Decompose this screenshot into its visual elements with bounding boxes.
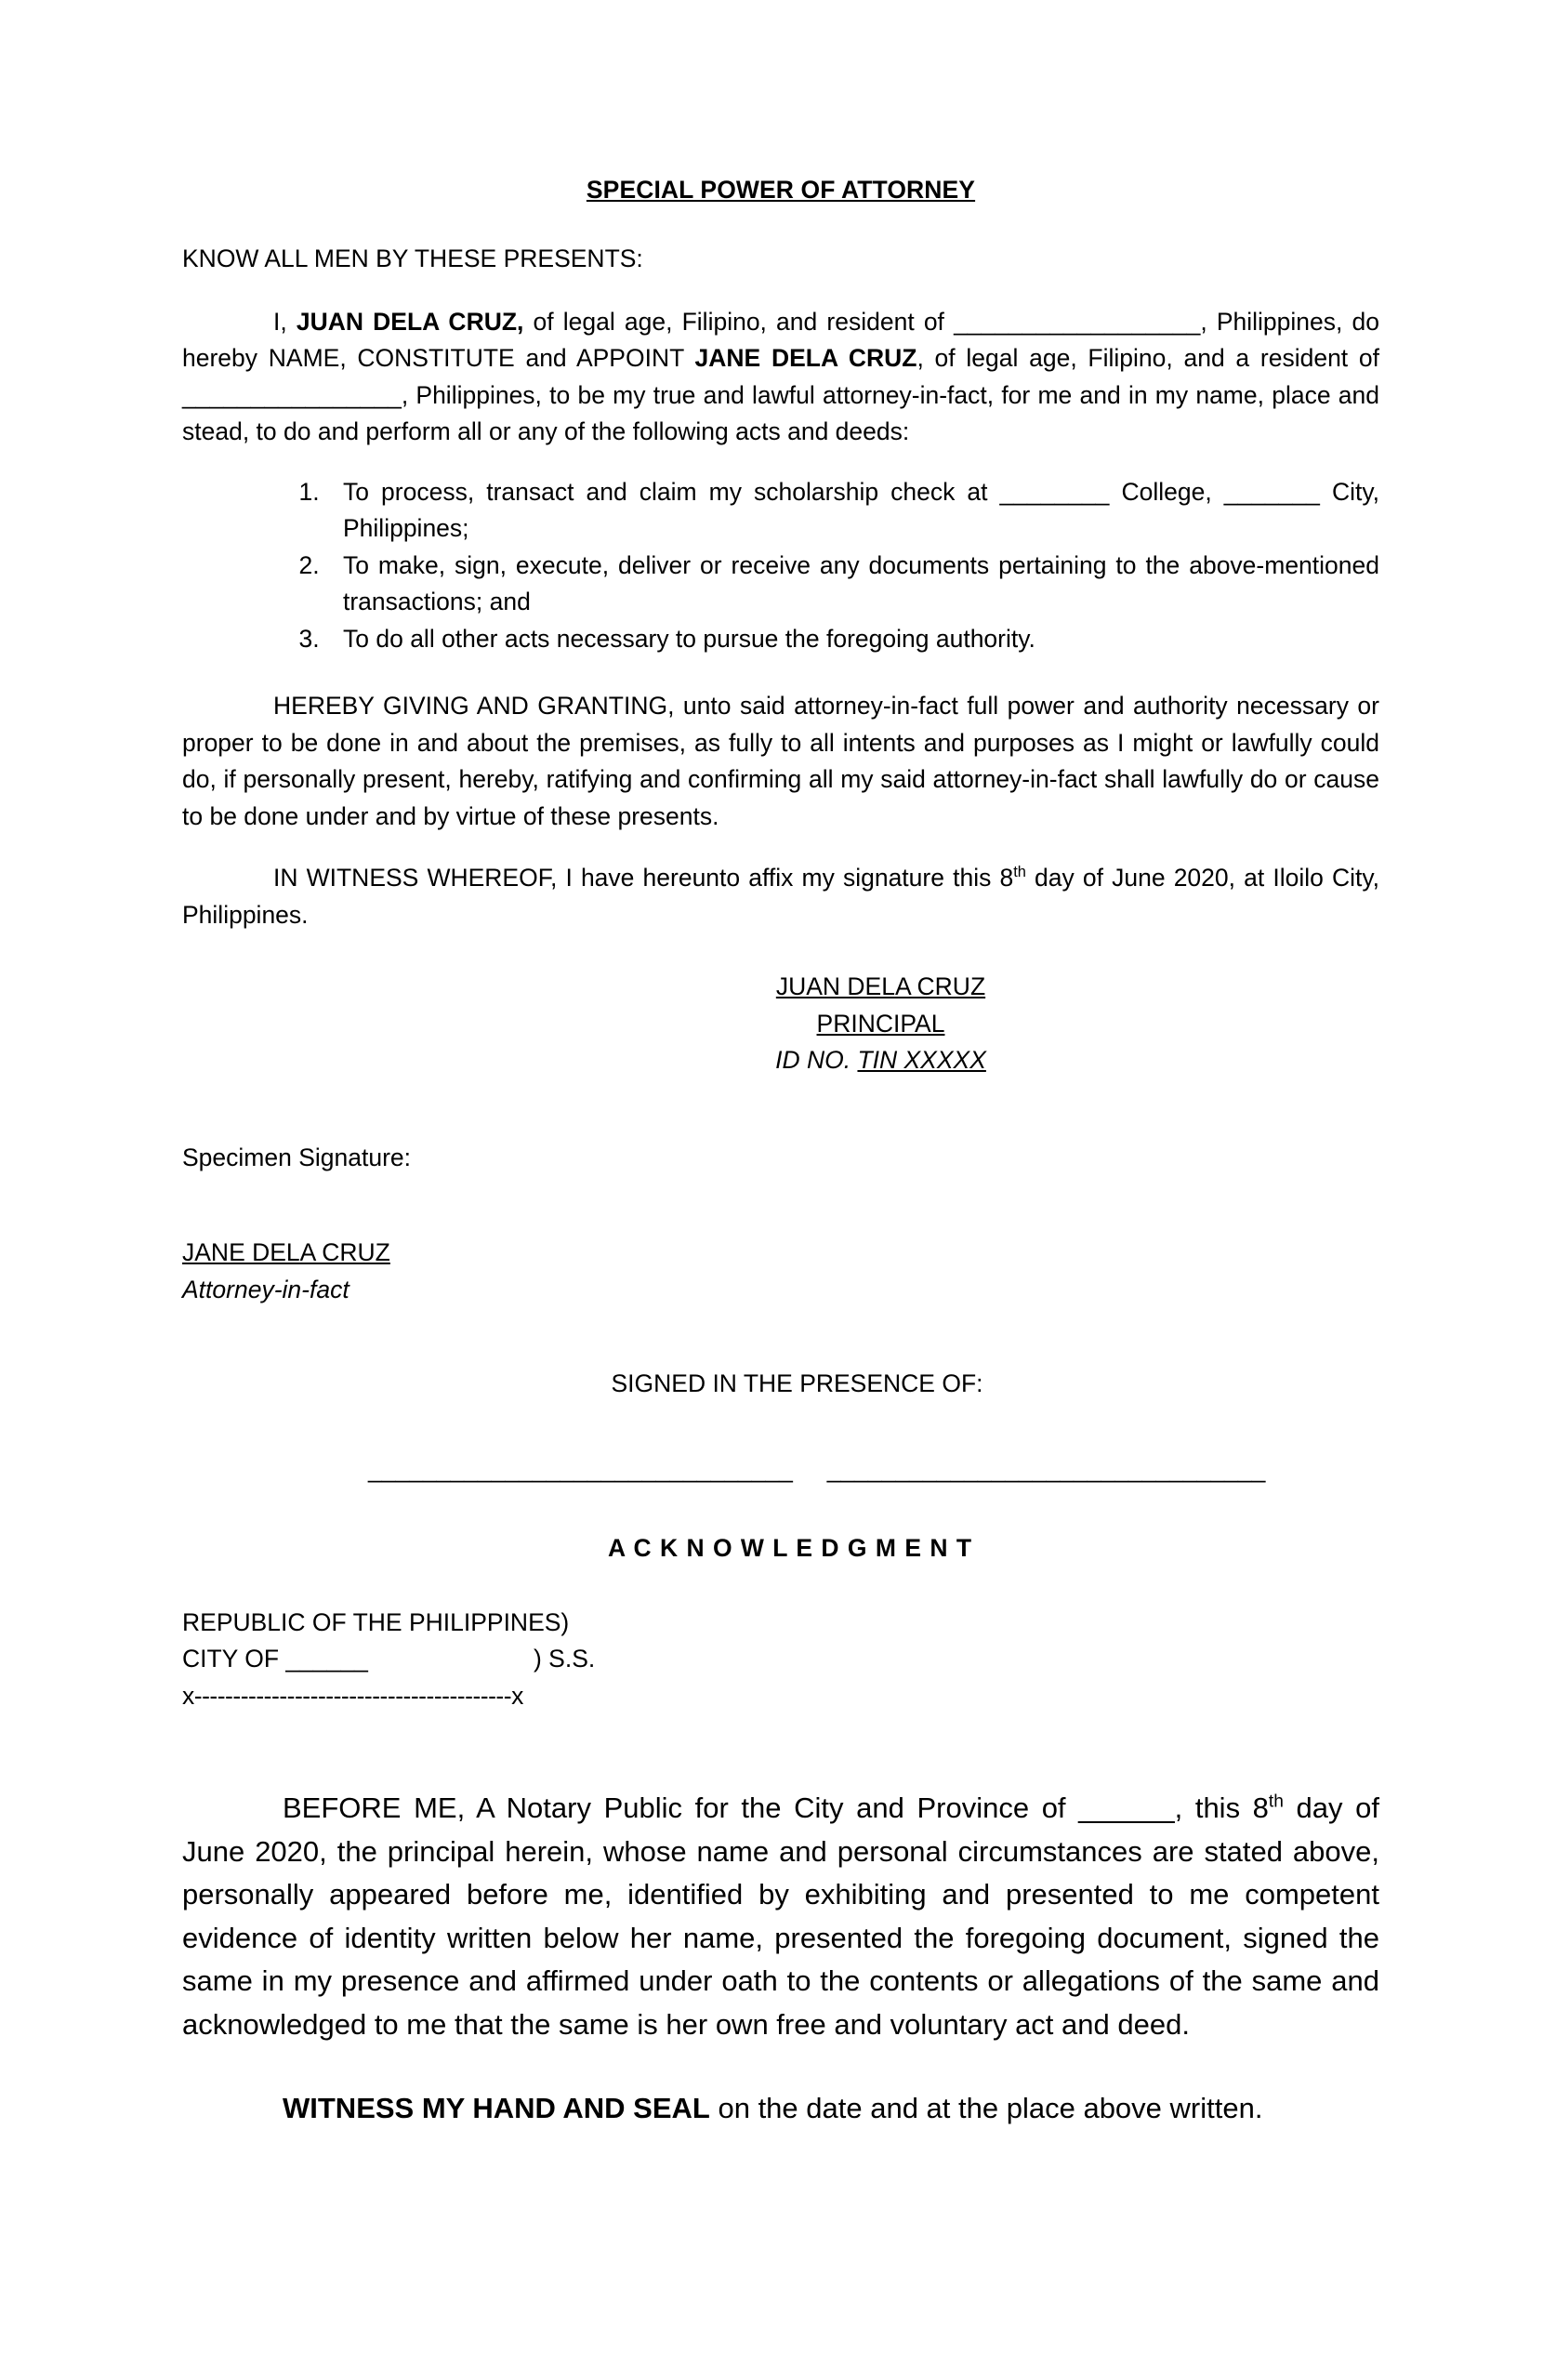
ordinal-suffix-th: th — [1013, 864, 1026, 881]
signature-principal-id — [382, 1042, 1379, 1078]
witness-seal-rest: on the date and at the place above written. — [709, 2092, 1263, 2125]
residence-blank-2: ________________ — [182, 380, 402, 409]
attorney-name: JANE DELA CRUZ — [694, 344, 917, 373]
act-1-blank-city: _______ — [1223, 477, 1320, 506]
republic-line: REPUBLIC OF THE PHILIPPINES) — [182, 1607, 570, 1636]
act-1-text-before: To process, transact and claim my scholarship check at — [343, 477, 1000, 506]
preamble-part1: I, — [273, 307, 297, 336]
act-item-1 — [326, 474, 1379, 548]
specimen-signature-role: Attorney-in-fact — [182, 1275, 349, 1303]
preamble-part2: of legal age, Filipino, and resident of — [523, 307, 955, 336]
act-item-3: 3. To do all other acts necessary to pursue the foregoing authority. — [326, 621, 1379, 657]
ss-label: ) S.S. — [534, 1645, 596, 1673]
witness-seal-bold: WITNESS MY HAND AND SEAL — [283, 2092, 710, 2125]
opening-line: KNOW ALL MEN BY THESE PRESENTS: — [182, 245, 643, 273]
acknowledgment-heading: A C K N O W L E D G M E N T — [607, 1534, 973, 1563]
preamble-part4: , of legal age, Filipino, and a resident of — [916, 344, 1380, 373]
notary-ordinal-suffix-th: th — [1268, 1792, 1284, 1812]
document-title: SPECIAL POWER OF ATTORNEY — [586, 176, 976, 204]
preamble-paragraph — [182, 304, 1379, 451]
granting-paragraph: HEREBY GIVING AND GRANTING, unto said attorney-in-fact full power and authority necessary or proper to be done in and about the premises, as fully to all intents and purposes as I might or lawfully could do, if personally present, hereby, ratifying and confirming all my said attorney-in-fact shall lawfully do or cause to be done under and by virtue of these presents. — [182, 692, 1379, 830]
act-1-text-mid: College, — [1109, 477, 1224, 506]
id-value: TIN XXXXX — [857, 1046, 986, 1075]
act-1-text-after: City, Philippines; — [343, 477, 1379, 543]
witness-whereof-paragraph — [182, 860, 1379, 933]
witness-whereof-part1: IN WITNESS WHEREOF, I have hereunto affix my signature this 8 — [273, 864, 1014, 892]
acknowledgment-dash-line: x-----------------------------------------x — [182, 1681, 523, 1710]
specimen-signature-label: Specimen Signature: — [182, 1143, 412, 1171]
id-label: ID NO. — [775, 1046, 858, 1075]
notary-part1: BEFORE ME, A Notary Public for the City and Province of ______, this 8 — [283, 1792, 1269, 1825]
signature-principal-role: PRINCIPAL — [816, 1009, 945, 1038]
witness-signature-lines: _______________________________ ________________________________ — [368, 1454, 1266, 1483]
city-of-row — [182, 1641, 1379, 1677]
acts-list — [182, 474, 1379, 657]
preamble-part5: , Philippines, to be my true and lawful attorney-in-fact, for me and in my name, place and stead, to do and perform all or any of the following acts and deeds: — [182, 380, 1379, 446]
signed-in-presence-label: SIGNED IN THE PRESENCE OF: — [611, 1369, 983, 1398]
principal-signature-block — [182, 969, 1379, 1078]
signature-principal-name: JUAN DELA CRUZ — [775, 972, 986, 1001]
residence-blank-1: __________________ — [954, 307, 1201, 336]
city-of-label: CITY OF ______ — [182, 1645, 368, 1673]
act-item-2: 2. To make, sign, execute, deliver or receive any documents pertaining to the above-mentioned transactions; and — [326, 548, 1379, 621]
act-1-blank-college: ________ — [999, 477, 1110, 506]
notary-paragraph — [182, 1787, 1379, 2046]
witness-seal-paragraph — [182, 2087, 1379, 2130]
notary-part2: day of June 2020, the principal herein, whose name and personal circumstances are stated above, personally appeared before me, identified by exhibiting and presented to me competent evidence of identity written below her name, presented the foregoing document, signed the same in my presence and affirmed under oath to the contents or allegations of the same and acknowledged to me that the same is her own free and voluntary act and deed. — [182, 1792, 1379, 2041]
specimen-signature-name: JANE DELA CRUZ — [182, 1238, 390, 1267]
principal-name: JUAN DELA CRUZ, — [296, 307, 524, 336]
witness-whereof-part2: day of June 2020, at Iloilo City, Philippines. — [182, 864, 1380, 929]
preamble-part3: , Philippines, do hereby NAME, CONSTITUTE and APPOINT — [182, 307, 1379, 373]
